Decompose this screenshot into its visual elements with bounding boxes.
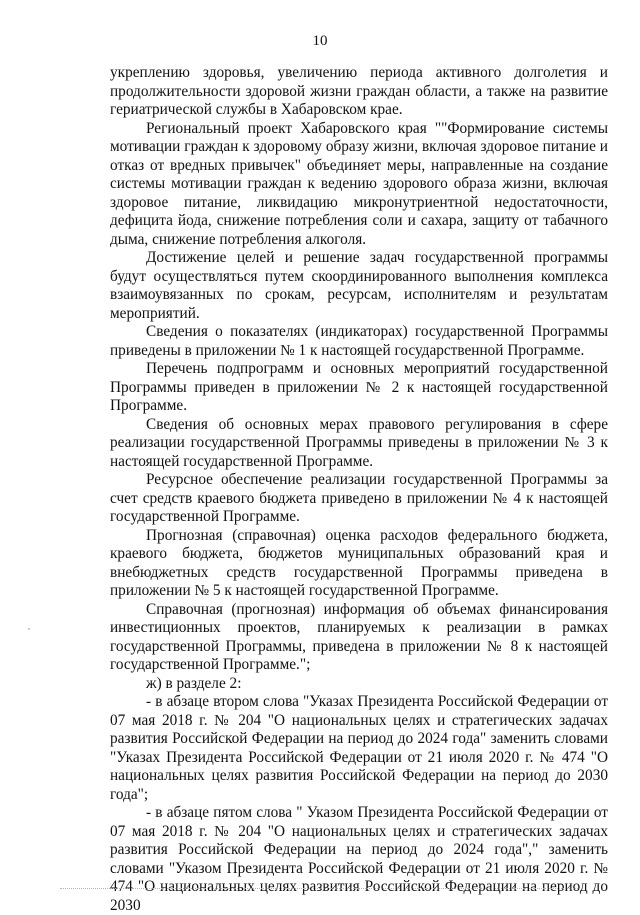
- scan-speck: [28, 628, 30, 630]
- paragraph: Справочная (прогнозная) информация об объемах финансирования инвестиционных проектов, планируемых к реализации в рамках государственной Программы, приведена в приложении № 8 к настоящей государственной Программе.";: [110, 600, 608, 673]
- paragraph: ж) в разделе 2:: [146, 674, 242, 692]
- paragraph: - в абзаце втором слова "Указах Президента Российской Федерации от 07 мая 2018 г. № 204 "О национальных целях и стратегических задачах развития Российской Федерации на период до 2024 года" заменить словами "Указах Президента Российской Федерации от 21 июля 2020 г. № 474 "О национальных целях развития Российской Федерации на период до 2030 года";: [110, 693, 608, 803]
- paragraph: Перечень подпрограмм и основных мероприятий государственной Программы приведен в приложении № 2 к настоящей государственной Программе.: [110, 360, 608, 414]
- page-number: 10: [312, 33, 328, 49]
- document-body: [110, 64, 608, 915]
- scan-artifact-line: [60, 888, 580, 889]
- paragraph: Достижение целей и решение задач государственной программы будут осуществляться путем скоординированного выполнения комплекса взаимоувязанных по срокам, ресурсам, исполнителям и результатам мероприятий.: [110, 249, 608, 322]
- paragraph: - в абзаце пятом слова " Указом Президента Российской Федерации от 07 мая 2018 г. № 204 "О национальных целях и стратегических задачах развития Российской Федерации на период до 2024 года"," заменить словами "Указом Президента Российской Федерации от 21 июля 2020 г. № 474 "О национальных целях развития Российской Федерации на период до 2030: [110, 804, 608, 914]
- paragraph: Ресурсное обеспечение реализации государственной Программы за счет средств краевого бюджета приведено в приложении № 4 к настоящей государственной Программе.: [110, 471, 608, 525]
- paragraph: Прогнозная (справочная) оценка расходов федерального бюджета, краевого бюджета, бюджетов муниципальных образований края и внебюджетных средств государственной Программы приведена в приложении № 5 к настоящей государственной Программе.: [110, 526, 608, 599]
- paragraph: Сведения об основных мерах правового регулирования в сфере реализации государственной Программы приведены в приложении № 3 к настоящей государственной Программе.: [110, 415, 608, 470]
- paragraph: Сведения о показателях (индикаторах) государственной Программы приведены в приложении № 1 к настоящей государственной Программе.: [110, 323, 608, 359]
- paragraph: Региональный проект Хабаровского края ""Формирование системы мотивации граждан к здоровому образу жизни, включая здоровое питание и отказ от вредных привычек" объединяет меры, направленные на создание системы мотивации граждан к ведению здорового образа жизни, включая здоровое питание, ликвидацию микронутриентной недостаточности, дефицита йода, снижение потребления соли и сахара, защиту от табачного дыма, снижение потребления алкоголя.: [110, 119, 608, 248]
- paragraph: укреплению здоровья, увеличению периода активного долголетия и продолжительности здоровой жизни граждан области, а также на развитие гериатрической службы в Хабаровском крае.: [110, 64, 608, 118]
